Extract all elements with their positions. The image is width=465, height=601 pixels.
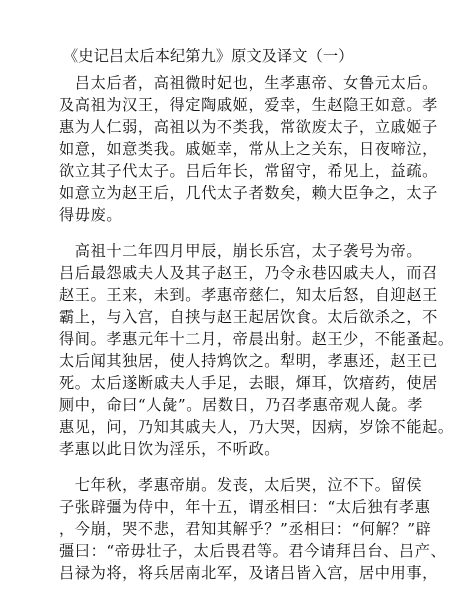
text-line: ，今崩，哭不悲，君知其解乎？”丞相曰：“何解？”辟	[59, 520, 432, 538]
paragraph-1	[59, 72, 438, 226]
text-line: 欲立其子代太子。吕后年长，常留守，希见上，益疏。	[59, 162, 438, 180]
text-line: 吕后最怨戚夫人及其子赵王，乃令永巷囚戚夫人，而召	[59, 264, 438, 282]
text-line: 七年秋，孝惠帝崩。发丧，太后哭，泣不下。留侯	[59, 476, 423, 494]
text-line: 赵王。王来，未到。孝惠帝慈仁，知太后怒，自迎赵王	[59, 286, 438, 304]
text-line: 如意立为赵王后，几代太子者数矣，赖大臣争之，太子	[59, 184, 438, 202]
text-line: 惠见，问，乃知其戚夫人，乃大哭，因病，岁馀不能起。	[59, 418, 454, 436]
text-line: 太后闻其独居，使人持鸩饮之。犁明，孝惠还，赵王已	[59, 352, 438, 370]
text-line: 惠为人仁弱，高祖以为不类我，常欲废太子，立戚姬子	[59, 118, 438, 136]
text-line: 死。太后遂断戚夫人手足，去眼，煇耳，饮瘖药，使居	[59, 374, 438, 392]
text-line: 及高祖为汉王，得定陶戚姬，爱幸，生赵隐王如意。孝	[59, 96, 438, 114]
text-line: 吕太后者，高祖微时妃也，生孝惠帝、女鲁元太后。	[59, 74, 438, 92]
text-line: 孝惠以此日饮为淫乐，不听政。	[59, 440, 281, 458]
text-line: 彊曰：“帝毋壮子，太后畏君等。君今请拜吕台、吕产、	[59, 542, 447, 560]
text-line: 子张辟彊为侍中，年十五，谓丞相曰：“太后独有孝惠	[59, 498, 431, 516]
paragraph-2	[59, 240, 454, 460]
text-line: 如意，如意类我。戚姬幸，常从上之关东，日夜啼泣，	[59, 140, 438, 158]
text-line: 厕中，命曰“人彘”。居数日，乃召孝惠帝观人彘。孝	[59, 396, 424, 414]
text-line: 霸上，与入宫，自挟与赵王起居饮食。太后欲杀之，不	[59, 308, 438, 326]
text-line: 高祖十二年四月甲辰，崩长乐宫，太子袭号为帝。	[59, 242, 423, 260]
text-line: 得毋废。	[59, 206, 123, 224]
text-line: 得间。孝惠元年十二月，帝晨出射。赵王少，不能蚤起。	[59, 330, 454, 348]
document-title: 《史记吕太后本纪第九》原文及译文（一）	[63, 47, 354, 65]
paragraph-3	[59, 474, 447, 584]
text-line: 吕禄为将，将兵居南北军，及诸吕皆入宫，居中用事，	[59, 564, 438, 582]
